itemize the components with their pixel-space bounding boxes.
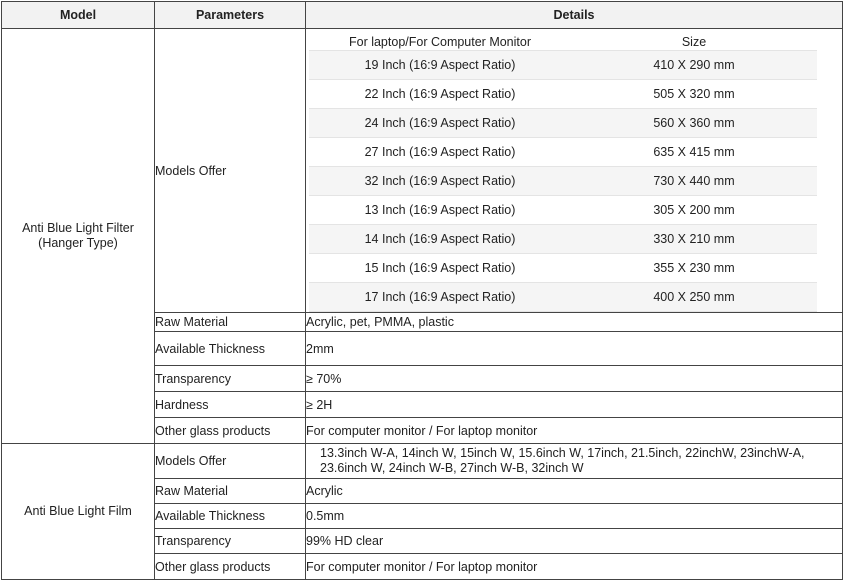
filter-transparency-value: ≥ 70% bbox=[306, 366, 843, 392]
film-other-label: Other glass products bbox=[155, 554, 306, 580]
filter-models-offer-label: Models Offer bbox=[155, 29, 306, 313]
size-row-model: 27 Inch (16:9 Aspect Ratio) bbox=[309, 138, 571, 167]
sizes-header-model: For laptop/For Computer Monitor bbox=[348, 35, 531, 49]
size-row-dimensions: 505 X 320 mm bbox=[571, 80, 817, 109]
filter-model-cell bbox=[2, 29, 155, 444]
size-row-dimensions: 410 X 290 mm bbox=[571, 51, 817, 80]
size-row bbox=[309, 80, 817, 109]
filter-raw-material-value: Acrylic, pet, PMMA, plastic bbox=[306, 313, 843, 332]
size-row-model: 32 Inch (16:9 Aspect Ratio) bbox=[309, 167, 571, 196]
film-transparency-value: 99% HD clear bbox=[306, 529, 843, 554]
size-row-model: 17 Inch (16:9 Aspect Ratio) bbox=[309, 283, 571, 312]
sizes-header-row bbox=[309, 29, 817, 51]
film-models-offer-line2: 23.6inch W, 24inch W-B, 27inch W-B, 32inch W bbox=[320, 461, 584, 475]
size-row-dimensions: 730 X 440 mm bbox=[571, 167, 817, 196]
size-row bbox=[309, 167, 817, 196]
film-models-offer-label: Models Offer bbox=[155, 444, 306, 479]
filter-hardness-value: ≥ 2H bbox=[306, 392, 843, 418]
size-row bbox=[309, 196, 817, 225]
film-transparency-label: Transparency bbox=[155, 529, 306, 554]
header-model: Model bbox=[2, 2, 155, 29]
filter-model-type: (Hanger Type) bbox=[38, 236, 118, 250]
size-row-model: 22 Inch (16:9 Aspect Ratio) bbox=[309, 80, 571, 109]
film-thickness-label: Available Thickness bbox=[155, 504, 306, 529]
size-row bbox=[309, 51, 817, 80]
film-thickness-value: 0.5mm bbox=[306, 504, 843, 529]
size-row bbox=[309, 254, 817, 283]
filter-sizes-table bbox=[309, 29, 817, 312]
header-parameters: Parameters bbox=[155, 2, 306, 29]
filter-thickness-label: Available Thickness bbox=[155, 332, 306, 366]
filter-models-offer-row bbox=[2, 29, 843, 313]
sizes-header-size: Size bbox=[681, 35, 707, 49]
size-row bbox=[309, 138, 817, 167]
film-other-value: For computer monitor / For laptop monitor bbox=[306, 554, 843, 580]
size-row bbox=[309, 283, 817, 312]
size-row-model: 24 Inch (16:9 Aspect Ratio) bbox=[309, 109, 571, 138]
size-row bbox=[309, 225, 817, 254]
film-model-cell: Anti Blue Light Film bbox=[2, 444, 155, 580]
filter-hardness-label: Hardness bbox=[155, 392, 306, 418]
film-raw-material-label: Raw Material bbox=[155, 479, 306, 504]
film-models-offer-value bbox=[306, 444, 843, 479]
header-row bbox=[2, 2, 843, 29]
size-row-model: 14 Inch (16:9 Aspect Ratio) bbox=[309, 225, 571, 254]
size-row-dimensions: 560 X 360 mm bbox=[571, 109, 817, 138]
film-models-offer-line1: 13.3inch W-A, 14inch W, 15inch W, 15.6inch W, 17inch, 21.5inch, 22inchW, 23inchW-A, bbox=[320, 446, 805, 460]
size-row bbox=[309, 109, 817, 138]
size-row-dimensions: 330 X 210 mm bbox=[571, 225, 817, 254]
size-row-model: 19 Inch (16:9 Aspect Ratio) bbox=[309, 51, 571, 80]
filter-raw-material-label: Raw Material bbox=[155, 313, 306, 332]
filter-transparency-label: Transparency bbox=[155, 366, 306, 392]
filter-other-label: Other glass products bbox=[155, 418, 306, 444]
film-raw-material-value: Acrylic bbox=[306, 479, 843, 504]
size-row-dimensions: 635 X 415 mm bbox=[571, 138, 817, 167]
filter-model-name: Anti Blue Light Filter bbox=[22, 221, 134, 235]
filter-thickness-value: 2mm bbox=[306, 332, 843, 366]
size-row-dimensions: 305 X 200 mm bbox=[571, 196, 817, 225]
size-row-model: 13 Inch (16:9 Aspect Ratio) bbox=[309, 196, 571, 225]
size-row-dimensions: 355 X 230 mm bbox=[571, 254, 817, 283]
filter-sizes-cell bbox=[306, 29, 843, 313]
spec-table bbox=[1, 1, 843, 580]
filter-other-value: For computer monitor / For laptop monitor bbox=[306, 418, 843, 444]
film-models-offer-row bbox=[2, 444, 843, 479]
size-row-model: 15 Inch (16:9 Aspect Ratio) bbox=[309, 254, 571, 283]
size-row-dimensions: 400 X 250 mm bbox=[571, 283, 817, 312]
header-details: Details bbox=[306, 2, 843, 29]
